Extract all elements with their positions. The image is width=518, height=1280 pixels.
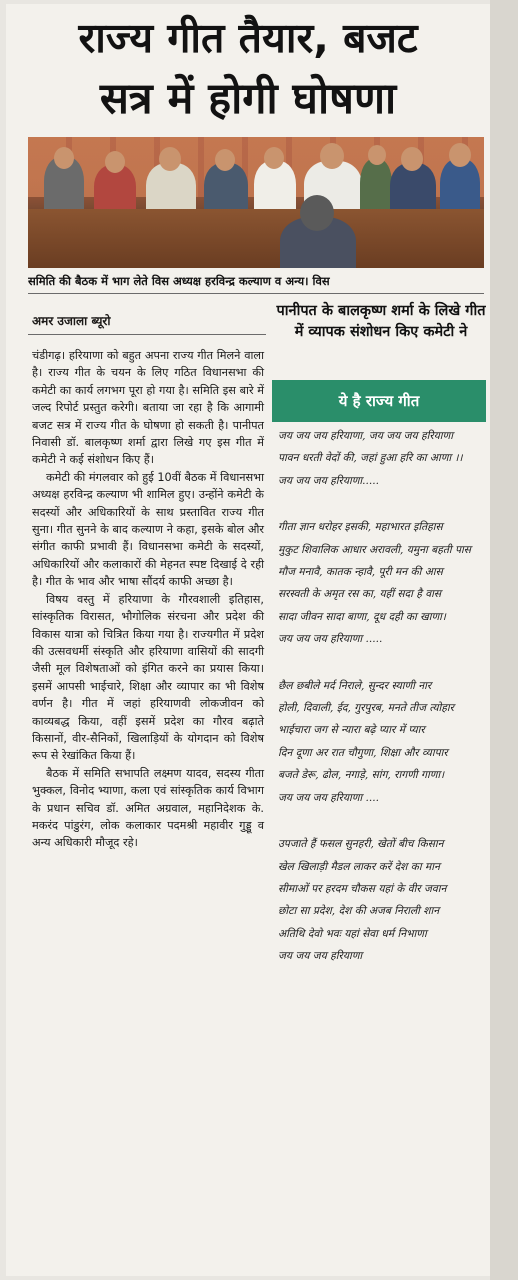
lyric-line: उपजाते हैं फसल सुनहरी, खेतों बीच किसान bbox=[278, 838, 444, 851]
lyric-line: बजते डेरू, ढोल, नगाड़े, सांग, रागणी गाणा। bbox=[278, 769, 445, 782]
stanza bbox=[278, 430, 484, 488]
lyric-line: जय जय जय हरियाणा bbox=[278, 950, 363, 963]
lyric-line: अतिथि देवो भवः यहां सेवा धर्म निभाणा bbox=[278, 927, 427, 940]
stanza bbox=[278, 521, 484, 646]
lyric-line: जय जय जय हरियाणा, जय जय जय हरियाणा bbox=[278, 430, 453, 442]
lyric-line: जय जय जय हरियाणा..... bbox=[278, 474, 379, 487]
lyric-line: छोटा सा प्रदेश, देश की अजब निराली शान bbox=[278, 905, 440, 918]
lyric-line: जय जय जय हरियाणा .... bbox=[278, 791, 379, 804]
lyric-line: सरस्वती के अमृत रस का, यहीं सदा है वास bbox=[278, 588, 442, 601]
article-paragraph: चंडीगढ़। हरियाणा को बहुत अपना राज्य गीत मिलने वाला है। राज्य गीत के चयन के लिए गठित विधानसभा की कमेटी का कार्य लगभग पूरा हो गया है। समिति इस बारे में जल्द रिपोर्ट प्रस्तुत करेगी। बताया जा रहा है कि आगामी बजट सत्र में राज्य गीत के घोषणा हो सकती है। पानीपत निवासी डॉ. बालकृष्ण शर्मा द्वारा लिखे गए इस गीत में कमेटी ने कई संशोधन किए हैं। bbox=[32, 349, 264, 467]
state-song-lyrics bbox=[278, 430, 484, 973]
meeting-photo bbox=[28, 137, 484, 268]
headline bbox=[6, 4, 490, 132]
lyric-line: जय जय जय हरियाणा ..... bbox=[278, 633, 383, 646]
state-song-title: ये है राज्य गीत bbox=[272, 380, 486, 422]
lyric-line: मुकुट शिवालिक आधार अरावली, यमुना बहती पास bbox=[278, 543, 471, 556]
article-paragraph: बैठक में समिति सभापति लक्ष्मण यादव, सदस्य गीता भुक्कल, विनोद भ्याणा, कला एवं सांस्कृतिक कार्य विभाग के प्रधान सचिव डॉ. अमित अग्रवाल, महानिदेशक के. मकरंद पांडुरंग, लोक कलाकार पदमश्री महावीर गुड्डू व अन्य अधिकारी मौजूद रहे। bbox=[32, 766, 264, 850]
lyric-line: छैल छबीले मर्द निराले, सुन्दर स्याणी नार bbox=[278, 679, 432, 692]
lyric-line: पावन धरती वेदों की, जहां हुआ हरि का आणा ।। bbox=[278, 452, 463, 465]
headline-line-1: राज्य गीत तैयार, बजट bbox=[78, 14, 418, 62]
lyric-line: दिन दूणा अर रात चौगुणा, शिक्षा और व्यापार bbox=[278, 746, 448, 759]
lyric-line: भाईचारा जग से न्यारा बढ़े प्यार में प्यार bbox=[278, 724, 425, 737]
newspaper-clipping bbox=[6, 4, 490, 1276]
lyric-line: होली, दिवाली, ईद, गुरपुरब, मनते तीज त्योहार bbox=[278, 702, 454, 715]
photo-caption: समिति की बैठक में भाग लेते विस अध्यक्ष हरविन्द्र कल्याण व अन्य। विस bbox=[28, 274, 330, 288]
article-body bbox=[32, 347, 264, 852]
side-headline: पानीपत के बालकृष्ण शर्मा के लिखे गीत में व्यापक संशोधन किए कमेटी ने bbox=[276, 303, 486, 340]
headline-line-2: सत्र में होगी घोषणा bbox=[99, 74, 397, 124]
lyric-line: गीता ज्ञान धरोहर इसकी, महाभारत इतिहास bbox=[278, 521, 443, 534]
page-edge bbox=[490, 0, 518, 1280]
state-song-box bbox=[272, 380, 486, 1260]
stanza bbox=[278, 838, 484, 963]
divider bbox=[28, 334, 266, 335]
lyric-line: सीमाओं पर हरदम चौकस यहां के वीर जवान bbox=[278, 882, 447, 895]
lyric-line: खेल खिलाड़ी मैडल लाकर करें देश का मान bbox=[278, 860, 440, 873]
lyric-line: सादा जीवन सादा बाणा, दूध दही का खाणा। bbox=[278, 610, 446, 623]
byline: अमर उजाला ब्यूरो bbox=[32, 314, 111, 328]
stanza bbox=[278, 680, 484, 805]
lyric-line: मौज मनावै, कातक न्हावै, पूरी मन की आस bbox=[278, 566, 443, 579]
article-paragraph: विषय वस्तु में हरियाणा के गौरवशाली इतिहास, सांस्कृतिक विरासत, भौगोलिक संरचना और प्रदेश की विकास यात्रा को चित्रित किया गया है। राज्यगीत में प्रदेश की उत्सवधर्मी संस्कृति और हरियाणा वासियों की सादगी जैसी मूल विशेषताओं को इंगित करने का प्रयास किया। इसमें आपसी भाईचारे, शिक्षा और व्यापार का भी विशेष वर्णन है। गीत में जहां हरियाणवी लोकजीवन को काव्यबद्ध किया, वहीं इसमें प्रदेश का गौरव बढ़ाते किसानों, वीर-सैनिकों, खिलाड़ियों के योगदान को विशेष रूप से रेखांकित किया हैं। bbox=[32, 592, 264, 763]
article-paragraph: कमेटी की मंगलवार को हुई 10वीं बैठक में विधानसभा अध्यक्ष हरविन्द्र कल्याण भी शामिल हुए। उन्होंने कमेटी के सदस्यों और अधिकारियों के साथ प्रस्तावित राज्य गीत सुना। गीत सुनने के बाद कल्याण ने कहा, इसके बोल और संगीत काफी प्रभावी हैं। विधानसभा कमेटी के सदस्यों, अधिकारियों और कलाकारों की मेहनत स्पष्ट दिखाई दे रही है। गीत के भाव और भाषा सौंदर्य काफी अच्छा है। bbox=[32, 470, 265, 589]
divider bbox=[28, 293, 484, 294]
